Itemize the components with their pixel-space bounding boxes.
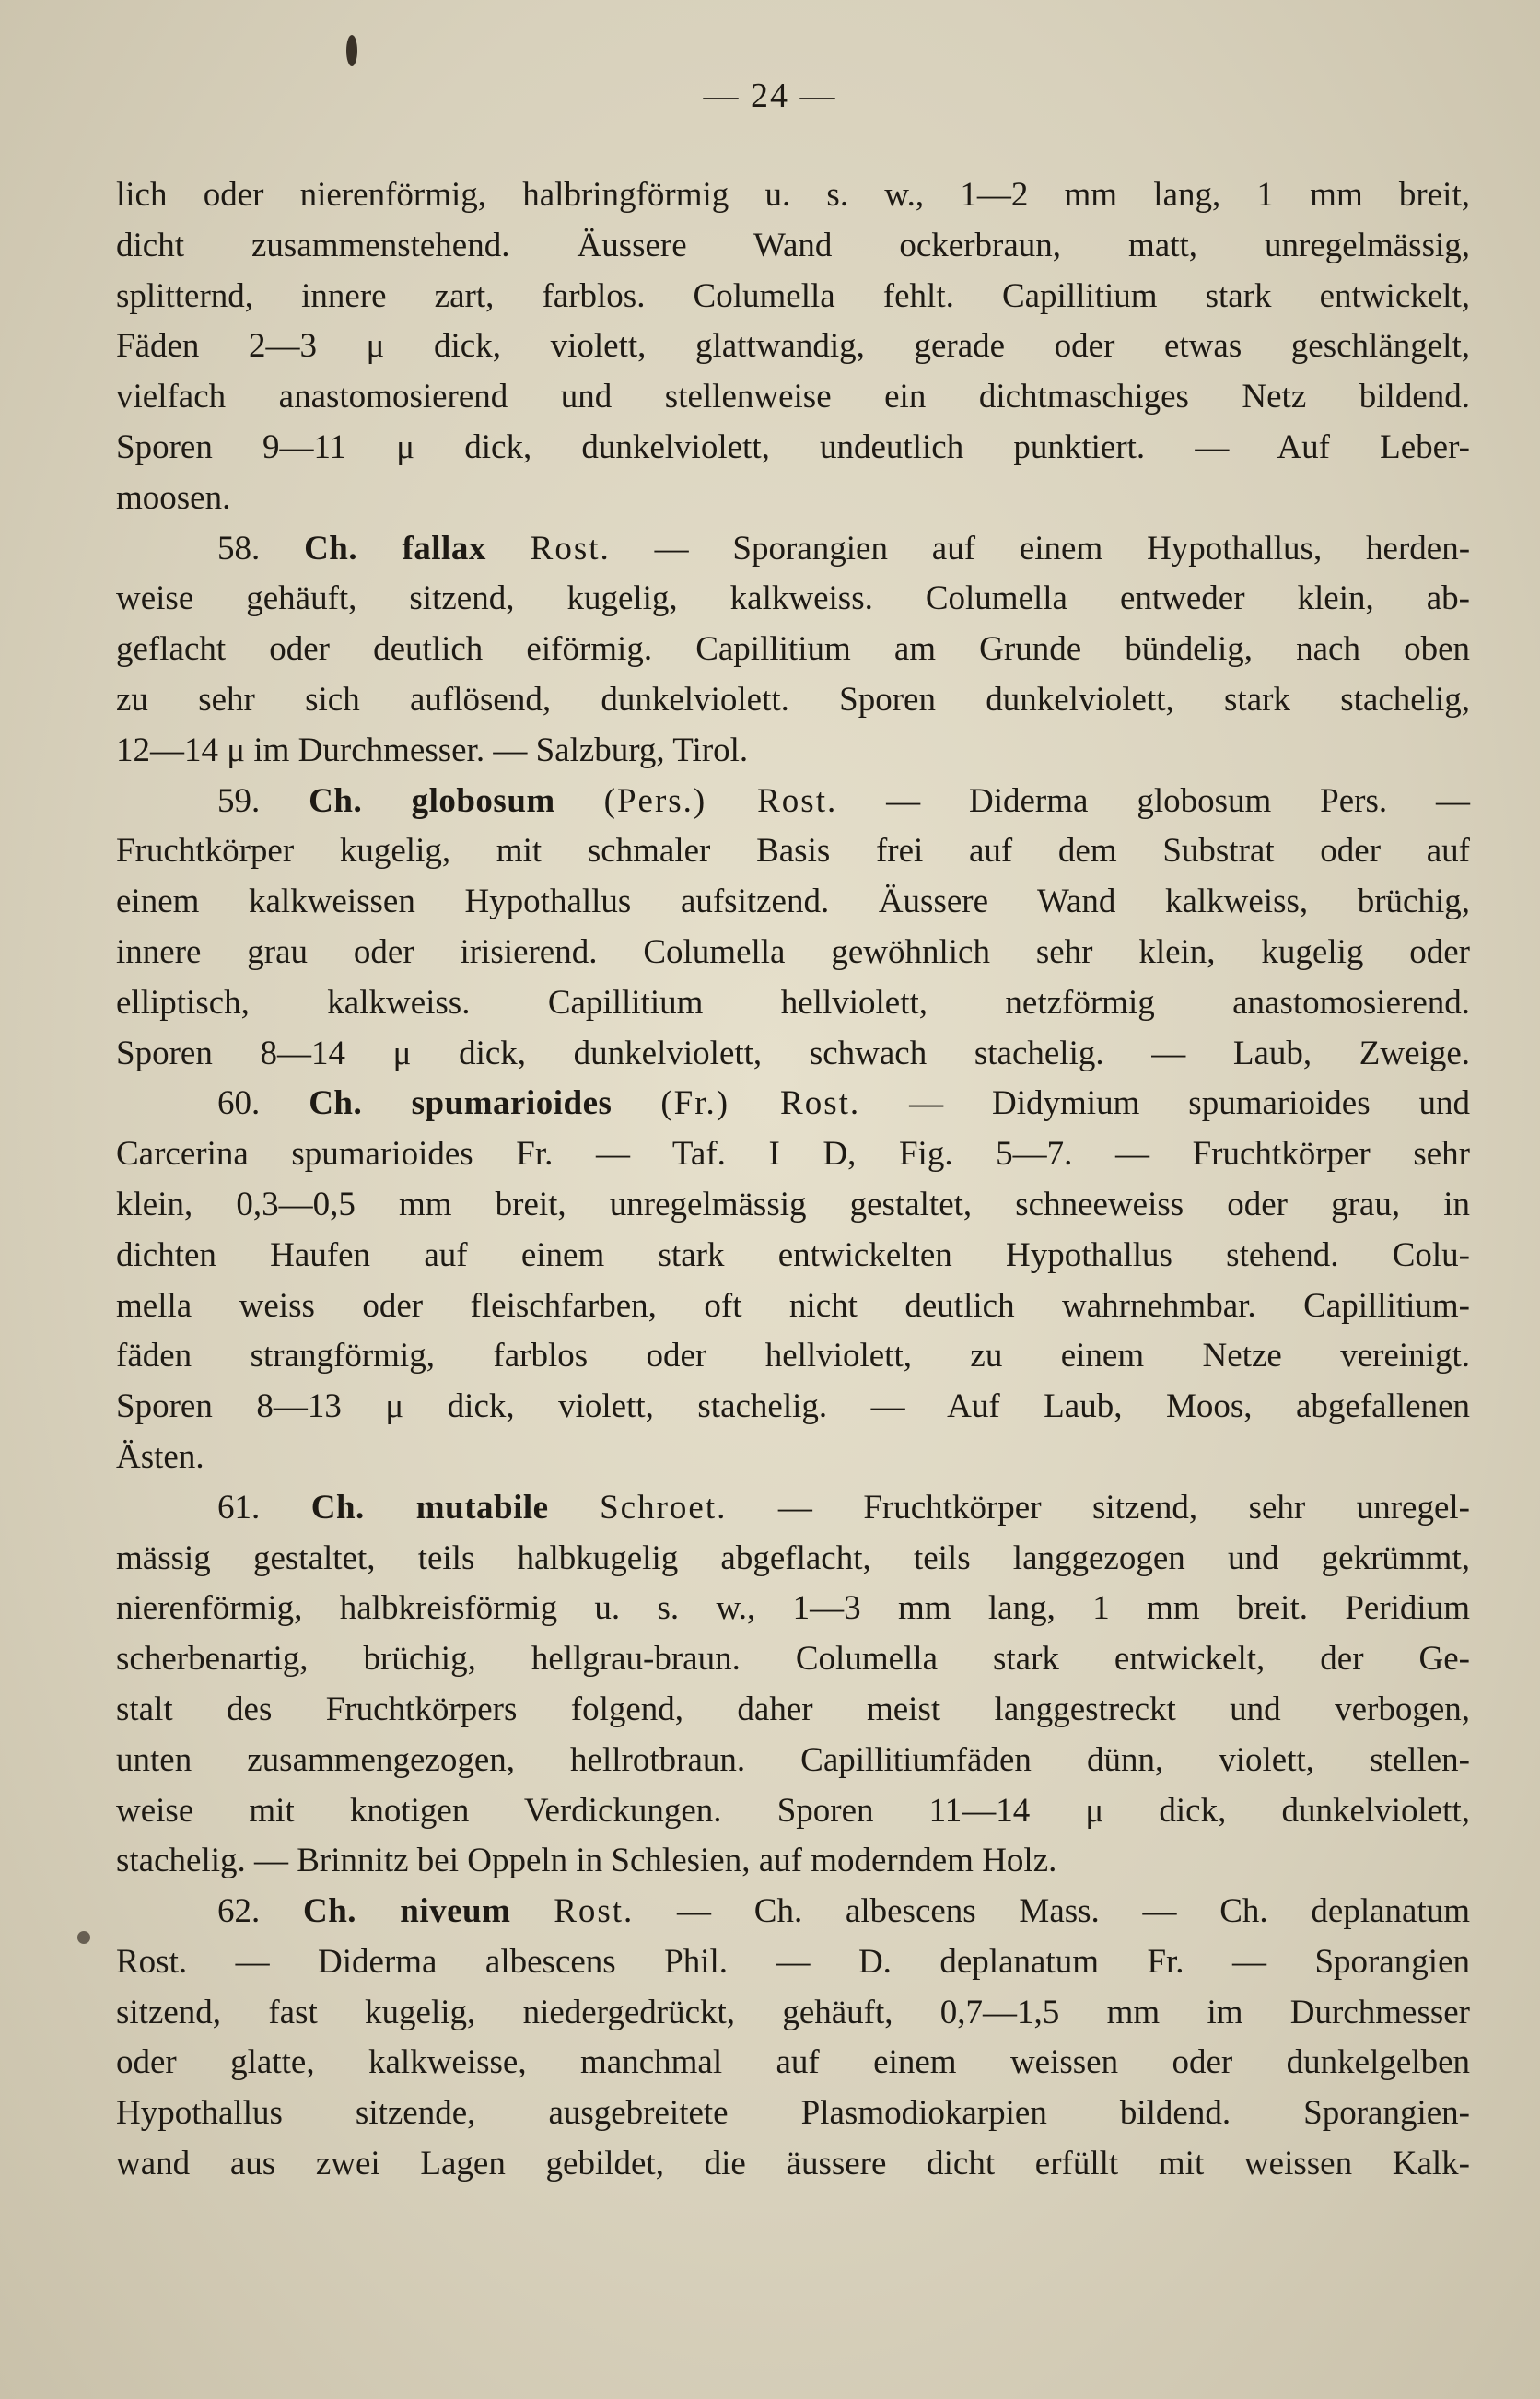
ink-speck bbox=[77, 1931, 90, 1944]
text-line bbox=[116, 1836, 1470, 1887]
text-line bbox=[116, 474, 1470, 524]
line-text: sitzend, fast kugelig, niedergedrückt, gehäuft, 0,7—1,5 mm im Durchmesser bbox=[116, 1993, 1470, 2031]
line-text: Sporen 8—13 μ dick, violett, stachelig. — Auf Laub, Moos, abgefallenen bbox=[116, 1387, 1470, 1426]
entry-number: 60. bbox=[217, 1084, 309, 1123]
line-text: Hypothallus sitzende, ausgebreitete Plasmodiokarpien bildend. Sporangien- bbox=[116, 2094, 1470, 2133]
line-text: — Fruchtkörper sitzend, sehr unregel- bbox=[777, 1488, 1470, 1527]
text-line bbox=[116, 1988, 1470, 2039]
line-text: dichten Haufen auf einem stark entwickelten Hypothallus stehend. Colu- bbox=[116, 1235, 1470, 1274]
author-citation: Rost. bbox=[554, 1892, 635, 1931]
species-name: Ch. fallax bbox=[304, 529, 486, 568]
entry-heading-line bbox=[116, 1887, 1470, 1937]
page-number: — 24 — bbox=[703, 76, 837, 115]
line-text: 12—14 μ im Durchmesser. — Salzburg, Tirol. bbox=[116, 731, 749, 769]
text-line bbox=[116, 2139, 1470, 2190]
entry-heading-line bbox=[116, 1483, 1470, 1534]
line-text: — Diderma globosum Pers. — bbox=[886, 781, 1471, 820]
line-text: stachelig. — Brinnitz bei Oppeln in Schlesien, auf moderndem Holz. bbox=[116, 1842, 1057, 1880]
text-line bbox=[116, 1029, 1470, 1080]
line-text: wand aus zwei Lagen gebildet, die äussere dicht erfüllt mit weissen Kalk- bbox=[116, 2145, 1470, 2183]
text-line bbox=[116, 372, 1470, 423]
text-line bbox=[116, 1231, 1470, 1281]
line-text: mella weiss oder fleischfarben, oft nicht deutlich wahrnehmbar. Capillitium- bbox=[116, 1286, 1470, 1325]
line-text: stalt des Fruchtkörpers folgend, daher meist langgestreckt und verbogen, bbox=[116, 1690, 1470, 1728]
species-name: Ch. niveum bbox=[302, 1892, 511, 1931]
entry-heading-line bbox=[116, 524, 1470, 575]
line-text: unten zusammengezogen, hellrotbraun. Capillitiumfäden dünn, violett, stellen- bbox=[116, 1740, 1470, 1779]
text-line bbox=[116, 1281, 1470, 1332]
text-line bbox=[116, 1584, 1470, 1634]
species-name: Ch. mutabile bbox=[310, 1488, 549, 1527]
text-line bbox=[116, 1736, 1470, 1786]
text-line bbox=[116, 170, 1470, 221]
line-text: oder glatte, kalkweisse, manchmal auf einem weissen oder dunkelgelben bbox=[116, 2043, 1470, 2082]
line-text: Rost. — Diderma albescens Phil. — D. deplanatum Fr. — Sporangien bbox=[116, 1942, 1470, 1981]
line-text: vielfach anastomosierend und stellenweise ein dichtmaschiges Netz bildend. bbox=[116, 378, 1470, 416]
body-text bbox=[116, 170, 1470, 2190]
text-line bbox=[116, 1180, 1470, 1231]
line-text: Carcerina spumarioides Fr. — Taf. I D, Fig. 5—7. — Fruchtkörper sehr bbox=[116, 1135, 1470, 1174]
line-text: moosen. bbox=[116, 478, 231, 517]
text-line bbox=[116, 877, 1470, 928]
line-text: mässig gestaltet, teils halbkugelig abgeflacht, teils langgezogen und gekrümmt, bbox=[116, 1539, 1470, 1577]
ink-speck bbox=[346, 35, 357, 66]
line-text: — Didymium spumarioides und bbox=[909, 1084, 1471, 1123]
entry-heading-line bbox=[116, 777, 1470, 827]
text-line bbox=[116, 1129, 1470, 1180]
line-text: weise mit knotigen Verdickungen. Sporen 11—14 μ dick, dunkelviolett, bbox=[116, 1791, 1470, 1830]
line-text: geflacht oder deutlich eiförmig. Capillitium am Grunde bündelig, nach oben bbox=[116, 630, 1470, 669]
line-text: dicht zusammenstehend. Äussere Wand ockerbraun, matt, unregelmässig, bbox=[116, 226, 1470, 264]
text-line bbox=[116, 1433, 1470, 1483]
text-line bbox=[116, 2089, 1470, 2139]
line-text: innere grau oder irisierend. Columella gewöhnlich sehr klein, kugelig oder bbox=[116, 932, 1470, 971]
text-line bbox=[116, 1685, 1470, 1736]
author-citation: Schroet. bbox=[600, 1488, 728, 1527]
line-text: splitternd, innere zart, farblos. Columella fehlt. Capillitium stark entwickelt, bbox=[116, 276, 1470, 315]
line-text: zu sehr sich auflösend, dunkelviolett. Sporen dunkelviolett, stark stachelig, bbox=[116, 680, 1470, 719]
line-text: weise gehäuft, sitzend, kugelig, kalkweiss. Columella entweder klein, ab- bbox=[116, 579, 1470, 618]
line-text: elliptisch, kalkweiss. Capillitium hellviolett, netzförmig anastomosierend. bbox=[116, 983, 1470, 1022]
text-line bbox=[116, 1937, 1470, 1988]
entry-number: 59. bbox=[217, 781, 309, 820]
line-text: fäden strangförmig, farblos oder hellviolett, zu einem Netze vereinigt. bbox=[116, 1337, 1470, 1375]
line-text: nierenförmig, halbkreisförmig u. s. w., 1—3 mm lang, 1 mm breit. Peridium bbox=[116, 1589, 1470, 1628]
text-line bbox=[116, 675, 1470, 726]
entry-number: 58. bbox=[217, 529, 305, 568]
line-text: Sporen 8—14 μ dick, dunkelviolett, schwach stachelig. — Laub, Zweige. bbox=[116, 1034, 1470, 1072]
entry-number: 62. bbox=[217, 1892, 303, 1931]
entry-number: 61. bbox=[217, 1488, 311, 1527]
species-name: Ch. spumarioides bbox=[309, 1084, 612, 1123]
line-text: — Sporangien auf einem Hypothallus, herden- bbox=[654, 529, 1471, 568]
text-line bbox=[116, 272, 1470, 322]
text-line bbox=[116, 928, 1470, 978]
author-citation: Rost. bbox=[530, 529, 611, 568]
line-text: Ästen. bbox=[116, 1437, 204, 1476]
entry-heading-line bbox=[116, 1079, 1470, 1129]
text-line bbox=[116, 2038, 1470, 2089]
line-text: scherbenartig, brüchig, hellgrau-braun. Columella stark entwickelt, der Ge- bbox=[116, 1640, 1470, 1679]
text-line bbox=[116, 423, 1470, 474]
text-line bbox=[116, 322, 1470, 372]
text-line bbox=[116, 826, 1470, 877]
author-citation: (Pers.) Rost. bbox=[603, 781, 838, 820]
text-line bbox=[116, 978, 1470, 1029]
line-text: lich oder nierenförmig, halbringförmig u. s. w., 1—2 mm lang, 1 mm breit, bbox=[116, 176, 1470, 214]
line-text: einem kalkweissen Hypothallus aufsitzend. Äussere Wand kalkweiss, brüchig, bbox=[116, 883, 1470, 921]
line-text: — Ch. albescens Mass. — Ch. deplanatum bbox=[677, 1892, 1471, 1931]
species-name: Ch. globosum bbox=[309, 781, 555, 820]
author-citation: (Fr.) Rost. bbox=[660, 1084, 861, 1123]
line-text: klein, 0,3—0,5 mm breit, unregelmässig gestaltet, schneeweiss oder grau, in bbox=[116, 1185, 1470, 1223]
text-line bbox=[116, 1534, 1470, 1585]
text-line bbox=[116, 1331, 1470, 1382]
line-text: Fruchtkörper kugelig, mit schmaler Basis frei auf dem Substrat oder auf bbox=[116, 832, 1470, 871]
text-line bbox=[116, 625, 1470, 675]
line-text: Sporen 9—11 μ dick, dunkelviolett, undeutlich punktiert. — Auf Leber- bbox=[116, 427, 1470, 466]
line-text: Fäden 2—3 μ dick, violett, glattwandig, gerade oder etwas geschlängelt, bbox=[116, 327, 1470, 366]
text-line bbox=[116, 1634, 1470, 1685]
text-line bbox=[116, 221, 1470, 272]
text-line bbox=[116, 1786, 1470, 1837]
text-line bbox=[116, 726, 1470, 777]
text-line bbox=[116, 574, 1470, 625]
text-line bbox=[116, 1382, 1470, 1433]
